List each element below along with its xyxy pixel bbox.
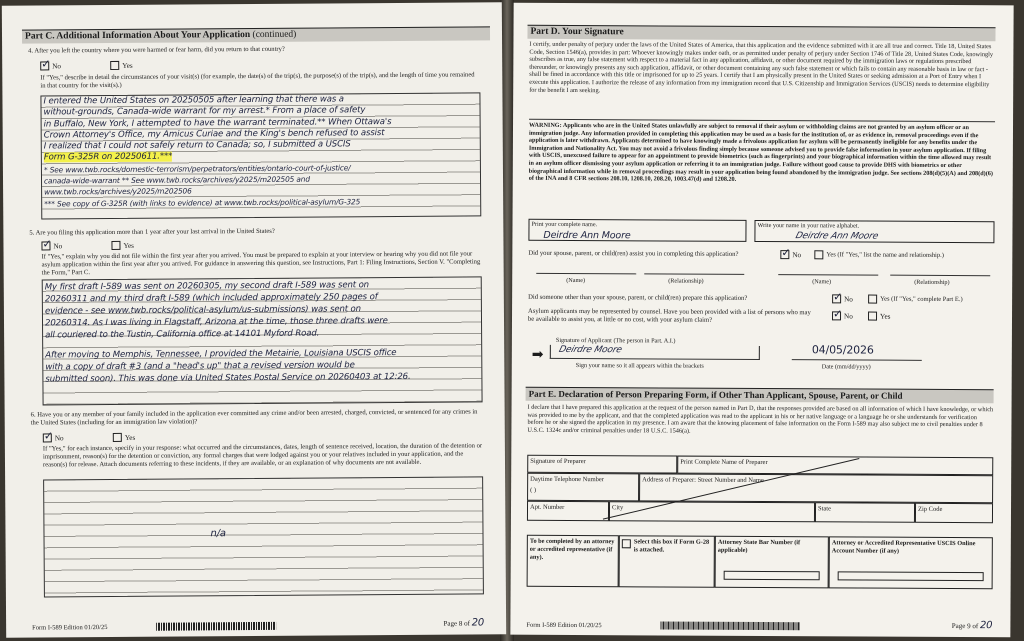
q4-line: without-grounds, Canada-wide warrant for my arrest.* From a place of safety <box>43 105 366 118</box>
preparer-zip-field[interactable]: Zip Code <box>915 503 993 523</box>
g28-checkbox[interactable] <box>622 539 631 548</box>
counsel-yes-checkbox[interactable] <box>868 312 877 321</box>
arrow-icon: ➡ <box>531 346 544 363</box>
form-page-9 <box>510 3 1013 638</box>
page-8-number: Page 8 of 20 <box>443 617 485 629</box>
date-line[interactable] <box>792 359 922 361</box>
page-9-barcode <box>660 621 800 630</box>
family-relationship-line-1[interactable] <box>644 273 744 275</box>
signature-date: 04/05/2026 <box>811 343 874 357</box>
other-prepare-yes-option[interactable]: Yes (If "Yes," complete Part E.) <box>868 295 963 304</box>
q6-answer: n/a <box>210 528 226 540</box>
preparer-signature-field[interactable]: Signature of Preparer <box>527 455 677 474</box>
counsel-no-option[interactable]: ✓ No <box>832 311 853 320</box>
certify-text: I certify, under penalty of perjury under the laws of the United States of America, that this application and the evidence submitted with it are all true and correct. Title 18, United States Code, Section 1546(a), provides in part: Whoever knowingly makes under oath, or as permitted under penalty of perjury under Section 1746 of Title 28, United States Code, knowingly subscribes as true, any false statement with respect to a material fact in any application, affidavit, or other document required by the immigration laws or regulations prescribed thereunder, or knowingly presents any such application, affidavit, or other document containing any such false statement or which fails to contain any reasonable basis in law or fact - shall be fined in accordance with this title or imprisoned for up to 25 years. I certify that I am physically present in the United States or seeking admission at a Port of Entry when I execute this application. I authorize the release of any information from my immigration record that U.S. Citizenship and Immigration Services (USCIS) needs to determine eligibility for the benefit I am seeking. <box>529 40 994 94</box>
page-9-form-id: Form I-589 Edition 01/20/25 <box>526 621 602 630</box>
q5-no-option[interactable]: ✓ No <box>41 241 62 250</box>
q5-line: with a copy of draft #3 (and a "head's up" that a revised version would be <box>45 360 355 373</box>
sig-applicant-label: Signature of Applicant (The person in Part. A.I.) <box>555 336 676 345</box>
form-page-8 <box>2 2 506 637</box>
preparer-city-field[interactable]: City <box>609 501 815 522</box>
q4-line: *** See copy of G-325R (with links to evidence) at www.twb.rocks/political-asylum/G-325 <box>44 196 361 209</box>
q6-answer-box[interactable] <box>43 476 484 597</box>
print-name-box[interactable]: Print your complete name. Deirdre Ann Moore <box>528 219 746 242</box>
q4-yes-option[interactable]: Yes <box>110 61 133 70</box>
sig-bracket-note: Sign your name so it all appears within the brackets <box>575 362 704 370</box>
warning-text: WARNING: Applicants who are in the United States unlawfully are subject to removal if their asylum or withholding claims are not granted by an asylum officer or an immigration judge. Any information provided in completing this application may be used as a basis for the institution of, or as evidence in, removal proceedings even if the application is later withdrawn. Applicants determined to have knowingly made a frivolous application for asylum will be permanently ineligible for any benefits under the Immigration and Nationality Act. You may not avoid a frivolous finding simply because someone advised you to provide false information in your asylum application. If filing with USCIS, unexcused failure to appear for an appointment to provide biometrics (such as fingerprints) and your biographical information within the time allowed may result in an asylum officer dismissing your asylum application or referring it to an immigration judge. Failure without good cause to provide DHS with biometrics or other biographical information while in removal proceedings may result in your application being found abandoned by the immigration judge. See sections 208(d)(5)(A) and 208(d)(6) of the INA and 8 CFR sections 208.10, 1208.10, 208.20, 1003.47(d) and 1208.20. <box>529 119 995 185</box>
q5-question: 5. Are you filing this application more than 1 year after your last arrival in the United States? <box>29 227 275 237</box>
native-name-box[interactable]: Write your name in your native alphabet. Deirdre Ann Moore <box>754 220 994 243</box>
declare-text: I declare that I have prepared this application at the request of the person named in Part D, that the responses provided are based on all information of which I have knowledge, or which was provided to me by the applicant, and that the completed application was read to the applicant in his or her native language or a language he or she understands for verification before he or she signed the application in my presence. I am aware that the knowing placement of false information on the Form I-589 may also subject me to civil penalties under 8 U.S.C. 1324c and/or criminal penalties under 18 U.S.C. 1546(a). <box>527 403 994 435</box>
family-relationship-label-1: (Relationship) <box>668 277 704 285</box>
part-c-continued: (continued) <box>252 29 297 41</box>
family-relationship-line-2[interactable] <box>890 275 990 277</box>
q4-answer <box>43 93 480 209</box>
part-c-title: Part C. Additional Information About Your Application <box>24 30 251 42</box>
family-assist-yes-option[interactable]: Yes (If "Yes," list the name and relationship.) <box>814 250 944 260</box>
q6-no-checkbox[interactable] <box>43 433 52 442</box>
family-assist-no-option[interactable]: ✓ No <box>780 250 801 259</box>
other-prepare-no-checkbox[interactable] <box>832 294 841 303</box>
family-assist-question: Did your spouse, parent, or child(ren) assist you in completing this application? <box>528 249 739 258</box>
attorney-note: To be completed by an attorney or accredited representative (if any). <box>527 535 619 587</box>
g28-option[interactable]: Select this box if Form G-28 is attached. <box>619 535 715 588</box>
q5-line: My first draft I-589 was sent on 20260305, my second draft I-589 was sent on <box>44 280 370 293</box>
bar-number-field[interactable]: Attorney State Bar Number (if applicable) <box>715 536 829 589</box>
q5-yes-checkbox[interactable] <box>111 241 120 250</box>
preparer-name-field[interactable]: Print Complete Name of Preparer <box>677 456 993 476</box>
preparer-state-field[interactable]: State <box>815 502 915 523</box>
page-8-barcode <box>156 622 276 631</box>
q4-yes-checkbox[interactable] <box>110 61 119 70</box>
native-name-value: Deirdre Ann Moore <box>794 231 880 242</box>
date-label: Date (mm/dd/yyyy) <box>821 363 871 371</box>
preparer-apt-field[interactable]: Apt. Number <box>527 501 609 521</box>
q4-instruction: If "Yes," describe in detail the circumstances of your visit(s) (for example, the date(s) of the trip(s), the purpose(s) of the trip(s), and the length of time you remained in that country for the visit(s).) <box>40 71 475 90</box>
counsel-question: Asylum applicants may be represented by counsel. Have you been provided with a list of persons who may be available to assist you, at little or no cost, with your asylum claim? <box>527 307 811 324</box>
q5-answer <box>45 278 482 385</box>
q4-no-option[interactable]: ✓ No <box>40 61 61 70</box>
family-name-label-2: (Name) <box>812 278 832 286</box>
uscis-account-field[interactable]: Attorney or Accredited Representative USCIS Online Account Number (if any) <box>829 536 993 589</box>
q4-line: canada-wide-warrant ** See www.twb.rocks/archives/y2025/m202505 and <box>43 174 310 186</box>
q4-line: Crown Attorney's Office, my Amicus Curiae and the King's bench refused to assist <box>43 127 385 141</box>
preparer-strikethrough <box>601 455 861 522</box>
q6-instruction: If "Yes," for each instance, specify in your response: what occurred and the circumstances, dates, length of sentence received, location, the duration of the detention or imprisonment, reason(s) for the detention or conviction, any formal charges that were lodged against you or your relatives included in your application, and the reason(s) for release. Attach documents referring to these incidents, if they are available, or an explanation of why documents are not available. <box>42 442 483 469</box>
q5-line: After moving to Memphis, Tennessee, I provided the Metairie, Louisiana USCIS office <box>45 348 397 361</box>
q5-no-checkbox[interactable] <box>41 241 50 250</box>
q4-line: * See www.twb.rocks/domestic-terrorism/perpetrators/entities/ontario-court-of-justice/ <box>43 163 351 175</box>
q4-line: in Buffalo, New York, I attempted to have the warrant terminated.** When Ottawa's <box>43 116 392 130</box>
q4-line: Form G-325R on 20250611.*** <box>43 152 173 163</box>
counsel-no-checkbox[interactable] <box>832 311 841 320</box>
family-name-label-1: (Name) <box>566 276 586 285</box>
q4-question: 4. After you left the country where you were harmed or fear harm, did you return to that country? <box>28 45 285 55</box>
applicant-signature: Deirdre Moore <box>557 344 623 356</box>
family-relationship-label-2: (Relationship) <box>914 278 950 286</box>
q4-line: I entered the United States on 20250505 after learning that there was a <box>43 94 344 107</box>
family-name-line-2[interactable] <box>778 274 878 276</box>
q4-line: www.twb.rocks/archives/y2025/m202506 <box>44 186 192 197</box>
part-e-header: Part E. Declaration of Person Preparing Form, if Other Than Applicant, Spouse, Parent, or Child <box>526 387 994 403</box>
family-name-line-1[interactable] <box>536 273 636 275</box>
page-9-number: Page 9 of 20 <box>951 619 993 631</box>
other-prepare-no-option[interactable]: ✓ No <box>832 294 853 303</box>
part-d-header: Part D. Your Signature <box>527 25 995 41</box>
q5-yes-option[interactable]: Yes <box>111 241 134 250</box>
q5-line: 20260311 and my third draft I-589 (which included approximately 250 pages of <box>44 292 378 305</box>
counsel-yes-option[interactable]: Yes <box>868 312 891 321</box>
other-prepare-yes-checkbox[interactable] <box>868 295 877 304</box>
family-assist-no-checkbox[interactable] <box>780 250 789 259</box>
preparer-phone-field[interactable]: Daytime Telephone Number ( ) <box>527 473 639 502</box>
q5-instruction: If "Yes," explain why you did not file within the first year after you arrived. You must be prepared to explain at your interview or hearing why you did not file your asylum application within the first year after you arrived. For guidance in answering this question, see Instructions, Part 1: Filing Instructions, Section V. "Completing the Form," Part C. <box>41 250 481 277</box>
q6-yes-checkbox[interactable] <box>113 433 122 442</box>
q4-no-checkbox[interactable] <box>40 61 49 70</box>
q5-line: submitted soon). This was done via United States Postal Service on 20260403 at 12:26. <box>45 371 411 385</box>
applicant-signature-field[interactable] <box>550 345 760 360</box>
page-8-form-id: Form I-589 Edition 01/20/25 <box>32 624 108 632</box>
q5-line: 20260314. As I was living in Flagstaff, Arizona at the time, those three drafts were <box>44 316 388 329</box>
q6-question: 6. Have you or any member of your family included in the application ever committed any crime and/or been arrested, charged, convicted, or sentenced for any crimes in the United States (including for an immigration law violation)? <box>30 408 478 427</box>
part-c-header <box>22 26 490 43</box>
other-prepare-question: Did someone other than your spouse, parent, or child(ren) prepare this application? <box>528 293 748 302</box>
family-assist-yes-checkbox[interactable] <box>814 250 823 259</box>
q5-line: evidence - see www.twb.rocks/political-asylum/us-submissions) was sent on <box>44 304 361 317</box>
q6-yes-option[interactable]: Yes <box>113 433 136 442</box>
preparer-address-field[interactable]: Address of Preparer: Street Number and Name <box>639 473 993 503</box>
print-name-value: Deirdre Ann Moore <box>543 229 631 242</box>
q4-line: I realized that I could not safely return to Canada; so, I submitted a USCIS <box>43 139 351 152</box>
q5-line: all couriered to the Tustin, California office at 14101 Myford Road. <box>45 328 320 341</box>
q6-no-option[interactable]: ✓ No <box>43 433 64 442</box>
